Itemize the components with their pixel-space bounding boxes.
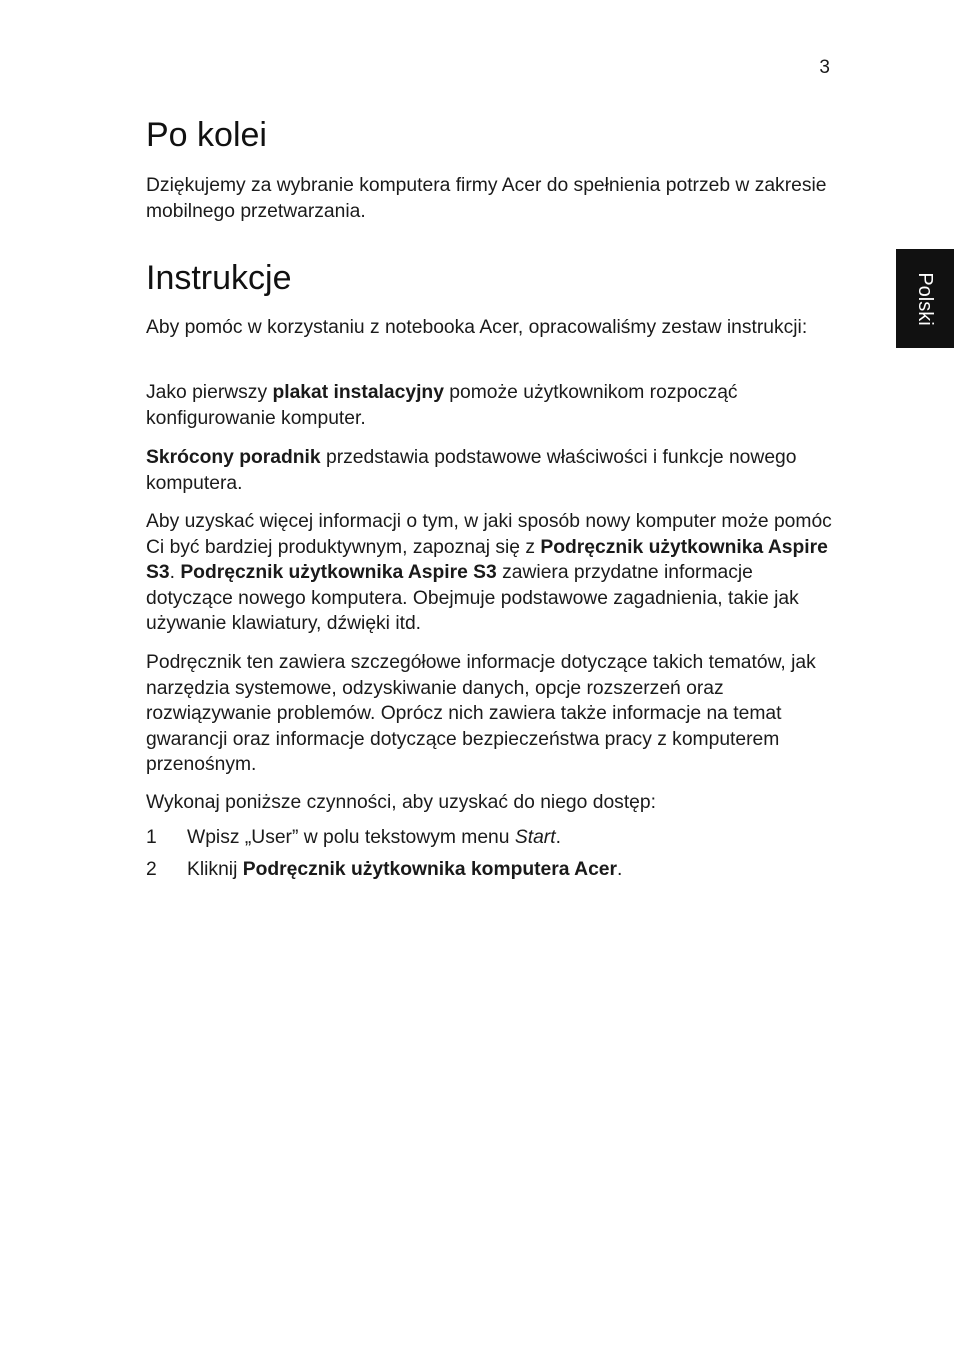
step-1-text-a: Wpisz „User” w polu tekstowym menu [187,827,515,848]
p4-bold-user-guide-2: Podręcznik użytkownika Aspire S3 [180,562,497,583]
intro-paragraph: Dziękujemy za wybranie komputera firmy Acer do spełnienia potrzeb w zakresie mobilnego przetwarzania. [146,175,827,222]
p2-bold-setup-poster: plakat instalacyjny [272,382,444,403]
step-text [187,857,622,883]
language-tab [896,249,954,348]
instructions-paragraph-5: Podręcznik ten zawiera szczegółowe informacje dotyczące takich tematów, jak narzędzia systemowe, odzyskiwanie danych, opcje rozszerzeń oraz rozwiązywanie problemów. Oprócz nich zawiera także informacje na temat gwarancji oraz informacje dotyczące bezpieczeństwa pracy z komputerem przenośnym. [146,652,816,775]
instructions-paragraph-3 [146,445,836,496]
page-number: 3 [819,57,830,78]
instructions-paragraph-6: Wykonaj poniższe czynności, aby uzyskać do niego dostęp: [146,792,656,813]
step-number: 1 [146,827,157,848]
p2-text-c: pomoże użytkownikom rozpocząć konfigurowanie komputer. [146,382,738,429]
p4-bold-user-guide-1: Podręcznik użytkownika Aspire S3 [146,536,828,583]
p3-bold-quick-guide: Skrócony poradnik [146,447,321,468]
instructions-paragraph-2 [146,380,836,431]
step-2-bold-acer-guide: Podręcznik użytkownika komputera Acer [242,859,618,880]
p4-text-e: zawiera przydatne informacje dotyczące nowego komputera. Obejmuje podstawowe zagadnienia, takie jak używanie klawiatury, dźwięki itd. [146,562,799,634]
instructions-paragraph-4 [146,509,836,637]
language-tab-label: Polski [914,271,936,326]
step-2-text-a: Kliknij [187,859,243,880]
step-1-text-c: . [555,827,561,848]
step-1-italic-start: Start [514,827,556,848]
p4-text-a: Aby uzyskać więcej informacji o tym, w jaki sposób nowy komputer może pomóc Ci być bardziej produktywnym, zapoznaj się z [146,511,832,558]
section-title-intro: Po kolei [146,116,267,154]
p4-text-c: . [169,562,181,583]
section-title-instructions: Instrukcje [146,259,292,297]
instructions-paragraph-1: Aby pomóc w korzystaniu z notebooka Acer, opracowaliśmy zestaw instrukcji: [146,317,808,338]
p2-text-a: Jako pierwszy [146,382,273,403]
step-text [187,825,561,851]
step-2-text-c: . [617,859,623,880]
step-number: 2 [146,859,157,880]
p3-text-b: przedstawia podstawowe właściwości i funkcje nowego komputera. [146,447,797,494]
